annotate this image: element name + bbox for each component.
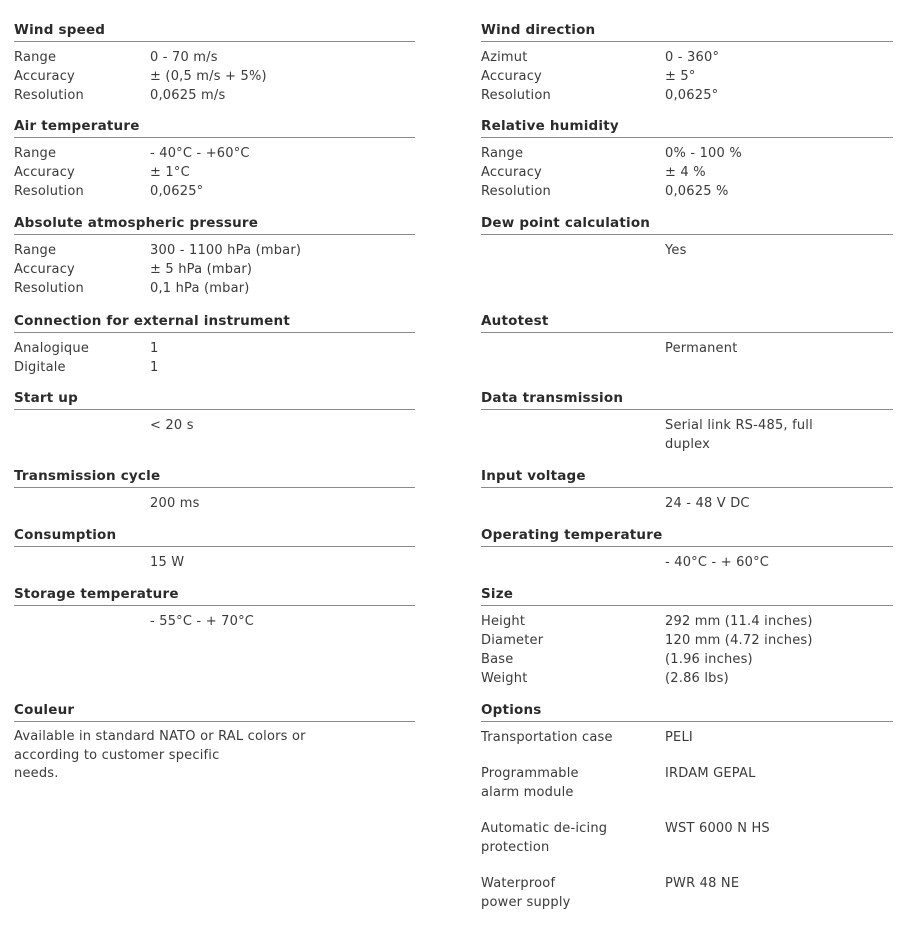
label-line: Waterproof bbox=[481, 876, 556, 891]
section-title: Autotest bbox=[481, 313, 893, 333]
label-line: alarm module bbox=[481, 785, 574, 800]
spec-row bbox=[14, 416, 415, 435]
spec-label: Base bbox=[481, 652, 514, 667]
spec-label: Analogique bbox=[14, 341, 90, 356]
spec-value: (2.86 lbs) bbox=[665, 671, 729, 686]
spec-row bbox=[481, 669, 893, 688]
value-line: duplex bbox=[665, 437, 711, 452]
spec-row bbox=[481, 163, 893, 182]
spec-row bbox=[14, 612, 415, 631]
spec-row bbox=[481, 339, 893, 358]
spec-label: Accuracy bbox=[14, 69, 75, 84]
spec-label bbox=[481, 874, 665, 912]
spec-label: Diameter bbox=[481, 633, 544, 648]
spec-label: Range bbox=[14, 50, 57, 65]
spec-row bbox=[14, 144, 415, 163]
section-consumption bbox=[14, 527, 415, 586]
section-couleur bbox=[14, 702, 415, 951]
paragraph-line: needs. bbox=[14, 766, 59, 781]
spec-value: - 40°C - + 60°C bbox=[665, 555, 770, 570]
section-transmission-cycle bbox=[14, 468, 415, 527]
spec-value: 0,0625 m/s bbox=[150, 88, 226, 103]
section-title: Air temperature bbox=[14, 118, 415, 138]
spec-value: 0,1 hPa (mbar) bbox=[150, 281, 250, 296]
spec-row bbox=[481, 182, 893, 201]
spec-row bbox=[481, 416, 893, 454]
spec-label: Accuracy bbox=[481, 69, 542, 84]
spec-value: ± 4 % bbox=[665, 165, 706, 180]
section-storage-temperature bbox=[14, 586, 415, 702]
spec-row bbox=[14, 553, 415, 572]
spec-row bbox=[14, 358, 415, 377]
label-line: Automatic de-icing bbox=[481, 821, 608, 836]
spec-label: Resolution bbox=[14, 88, 84, 103]
spec-label: Resolution bbox=[481, 88, 551, 103]
section-connection-external-instrument bbox=[14, 313, 415, 390]
spec-value: ± (0,5 m/s + 5%) bbox=[150, 69, 267, 84]
spec-label bbox=[14, 612, 150, 631]
section-title: Wind direction bbox=[481, 22, 893, 42]
spec-value: 0,0625° bbox=[150, 184, 204, 199]
spec-row bbox=[481, 631, 893, 650]
spec-row bbox=[481, 494, 893, 513]
spec-label: Range bbox=[14, 243, 57, 258]
section-operating-temperature bbox=[481, 527, 893, 586]
spec-row bbox=[481, 819, 893, 857]
label-line: Programmable bbox=[481, 766, 579, 781]
spec-row bbox=[14, 48, 415, 67]
section-title: Options bbox=[481, 702, 893, 722]
spec-label bbox=[14, 494, 150, 513]
spec-row bbox=[481, 67, 893, 86]
spec-label: Resolution bbox=[14, 281, 84, 296]
spec-row bbox=[14, 494, 415, 513]
spec-row bbox=[14, 260, 415, 279]
label-line: power supply bbox=[481, 895, 571, 910]
section-size bbox=[481, 586, 893, 702]
spec-label: Accuracy bbox=[14, 262, 75, 277]
spec-value: PELI bbox=[665, 730, 693, 745]
spec-value: 300 - 1100 hPa (mbar) bbox=[150, 243, 302, 258]
section-relative-humidity bbox=[481, 118, 893, 215]
spec-row bbox=[481, 48, 893, 67]
spec-row bbox=[14, 163, 415, 182]
spec-value: - 40°C - +60°C bbox=[150, 146, 250, 161]
section-wind-direction bbox=[481, 22, 893, 118]
spec-value: ± 5° bbox=[665, 69, 696, 84]
section-start-up bbox=[14, 390, 415, 468]
spec-value: PWR 48 NE bbox=[665, 876, 740, 891]
spec-label: Azimut bbox=[481, 50, 528, 65]
spec-row bbox=[481, 144, 893, 163]
spec-row bbox=[481, 874, 893, 912]
section-title: Relative humidity bbox=[481, 118, 893, 138]
label-line: Transportation case bbox=[481, 730, 613, 745]
spec-label: Height bbox=[481, 614, 526, 629]
spec-value: 120 mm (4.72 inches) bbox=[665, 633, 813, 648]
spec-row bbox=[14, 279, 415, 298]
spec-value: 0% - 100 % bbox=[665, 146, 742, 161]
spec-row bbox=[14, 182, 415, 201]
section-title: Size bbox=[481, 586, 893, 606]
spec-label: Accuracy bbox=[14, 165, 75, 180]
section-title: Operating temperature bbox=[481, 527, 893, 547]
section-title: Input voltage bbox=[481, 468, 893, 488]
spec-value: IRDAM GEPAL bbox=[665, 766, 756, 781]
spec-row bbox=[14, 67, 415, 86]
spec-row bbox=[14, 339, 415, 358]
spec-value: 1 bbox=[150, 360, 159, 375]
spec-label bbox=[481, 728, 665, 747]
spec-label: Weight bbox=[481, 671, 528, 686]
spec-value: (1.96 inches) bbox=[665, 652, 753, 667]
spec-label bbox=[481, 819, 665, 857]
section-title: Wind speed bbox=[14, 22, 415, 42]
section-title: Consumption bbox=[14, 527, 415, 547]
value-line: Serial link RS-485, full bbox=[665, 418, 813, 433]
section-data-transmission bbox=[481, 390, 893, 468]
spec-value: WST 6000 N HS bbox=[665, 821, 770, 836]
spec-label: Resolution bbox=[14, 184, 84, 199]
spec-label: Resolution bbox=[481, 184, 551, 199]
section-title: Dew point calculation bbox=[481, 215, 893, 235]
spec-label bbox=[14, 416, 150, 435]
spec-row bbox=[481, 612, 893, 631]
spec-label: Digitale bbox=[14, 360, 66, 375]
section-input-voltage bbox=[481, 468, 893, 527]
section-title: Storage temperature bbox=[14, 586, 415, 606]
section-title: Couleur bbox=[14, 702, 415, 722]
spec-value: 24 - 48 V DC bbox=[665, 496, 750, 511]
paragraph-line: according to customer specific bbox=[14, 747, 220, 763]
spec-value: 200 ms bbox=[150, 496, 200, 511]
spec-row bbox=[481, 241, 893, 260]
section-title: Connection for external instrument bbox=[14, 313, 415, 333]
spec-label: Accuracy bbox=[481, 165, 542, 180]
spec-row bbox=[481, 650, 893, 669]
section-options bbox=[481, 702, 893, 951]
spec-row bbox=[14, 241, 415, 260]
spec-value: ± 5 hPa (mbar) bbox=[150, 262, 253, 277]
spec-label bbox=[14, 553, 150, 572]
spec-value: 292 mm (11.4 inches) bbox=[665, 614, 813, 629]
spec-value: 0 - 70 m/s bbox=[150, 50, 218, 65]
section-title: Data transmission bbox=[481, 390, 893, 410]
section-dew-point-calculation bbox=[481, 215, 893, 313]
spec-label bbox=[481, 339, 665, 358]
spec-label bbox=[481, 764, 665, 802]
spec-value: < 20 s bbox=[150, 418, 194, 433]
spec-label bbox=[481, 494, 665, 513]
section-wind-speed bbox=[14, 22, 415, 118]
section-air-temperature bbox=[14, 118, 415, 215]
section-title: Start up bbox=[14, 390, 415, 410]
spec-value: 0,0625° bbox=[665, 88, 719, 103]
spec-value: - 55°C - + 70°C bbox=[150, 614, 255, 629]
spec-row bbox=[481, 86, 893, 105]
section-title: Absolute atmospheric pressure bbox=[14, 215, 415, 235]
section-autotest bbox=[481, 313, 893, 390]
spec-label bbox=[481, 241, 665, 260]
spec-row bbox=[14, 86, 415, 105]
spec-row bbox=[481, 553, 893, 572]
spec-label bbox=[481, 553, 665, 572]
section-title: Transmission cycle bbox=[14, 468, 415, 488]
spec-value bbox=[665, 416, 893, 454]
spec-value: ± 1°C bbox=[150, 165, 190, 180]
section-absolute-atmospheric-pressure bbox=[14, 215, 415, 313]
spec-row bbox=[481, 764, 893, 802]
spec-value: 1 bbox=[150, 341, 159, 356]
spec-label: Range bbox=[14, 146, 57, 161]
spec-value: 15 W bbox=[150, 555, 185, 570]
spec-value: Yes bbox=[665, 243, 687, 258]
spec-label: Range bbox=[481, 146, 524, 161]
couleur-paragraph bbox=[14, 728, 415, 784]
spec-label bbox=[481, 416, 665, 454]
spec-value: Permanent bbox=[665, 341, 738, 356]
paragraph-line: Available in standard NATO or RAL colors or bbox=[14, 729, 306, 744]
spec-row bbox=[481, 728, 893, 747]
label-line: protection bbox=[481, 840, 550, 855]
spec-value: 0 - 360° bbox=[665, 50, 720, 65]
spec-value: 0,0625 % bbox=[665, 184, 729, 199]
